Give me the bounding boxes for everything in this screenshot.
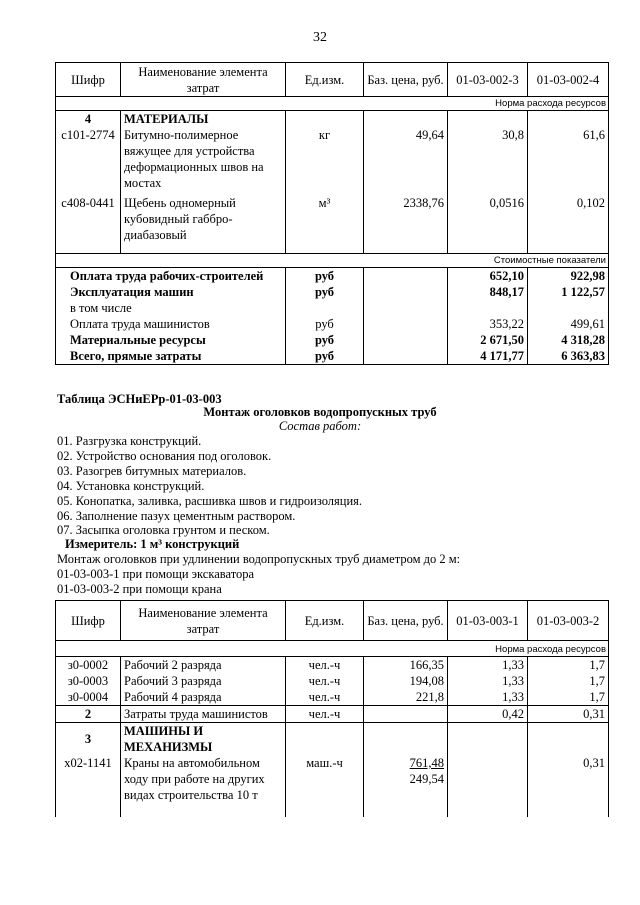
- row-code: х02-1141: [56, 755, 121, 817]
- row-name: Битумно-полимерное вяжущее для устройства деформационных швов на мостах: [121, 127, 286, 191]
- table-row: [56, 657, 609, 674]
- section-row: [56, 111, 609, 128]
- norm-label: Норма расхода ресурсов: [56, 641, 609, 657]
- row-name: Рабочий 2 разряда: [121, 657, 286, 674]
- table-header-row: [56, 601, 609, 641]
- table-row: [56, 127, 609, 191]
- section-code: 4: [56, 111, 121, 128]
- row-price: 221,8: [364, 689, 448, 706]
- table-row: [56, 755, 609, 817]
- header-name: Наименование элемента затрат: [121, 63, 286, 97]
- row-unit: чел.-ч: [286, 657, 364, 674]
- cost-value-2: 1 122,57: [528, 284, 609, 300]
- cost-name: в том числе: [56, 300, 286, 316]
- header-code: Шифр: [56, 601, 121, 641]
- cost-value-1: 4 171,77: [448, 348, 528, 365]
- resource-table-2: [55, 600, 609, 817]
- variant: 01-03-003-2 при помощи крана: [57, 582, 222, 596]
- row-code: з0-0004: [56, 689, 121, 706]
- work-item: 01. Разгрузка конструкций.: [57, 434, 202, 448]
- header-code: Шифр: [56, 63, 121, 97]
- table-row: [56, 673, 609, 689]
- cost-value-2: 499,61: [528, 316, 609, 332]
- cost-row: [56, 332, 609, 348]
- work-item: 03. Разогрев битумных материалов.: [57, 464, 247, 478]
- cost-row: [56, 300, 609, 316]
- cost-value-1: [448, 300, 528, 316]
- header-unit: Ед.изм.: [286, 63, 364, 97]
- cost-label: Стоимостные показатели: [56, 253, 609, 267]
- cost-unit: руб: [286, 316, 364, 332]
- row-price-main: 761,48: [409, 756, 444, 770]
- row-value-1: 0,0516: [448, 195, 528, 253]
- table-header-row: [56, 63, 609, 97]
- variant: 01-03-003-1 при помощи экскаватора: [57, 567, 255, 581]
- row-value-1: [448, 755, 528, 817]
- section-code: 3: [56, 723, 121, 756]
- cost-value-1: 652,10: [448, 267, 528, 284]
- header-price: Баз. цена, руб.: [364, 63, 448, 97]
- section-title: МАШИНЫ И МЕХАНИЗМЫ: [121, 723, 286, 756]
- row-unit: кг: [286, 127, 364, 191]
- row-code: с408-0441: [56, 195, 121, 253]
- cost-value-2: [528, 300, 609, 316]
- header-name: Наименование элемента затрат: [121, 601, 286, 641]
- row-value-2: 61,6: [528, 127, 609, 191]
- cost-unit: руб: [286, 284, 364, 300]
- work-item: 04. Установка конструкций.: [57, 479, 205, 493]
- norm-label: Норма расхода ресурсов: [56, 97, 609, 111]
- section-title: МАТЕРИАЛЫ: [121, 111, 286, 128]
- row-name: Рабочий 4 разряда: [121, 689, 286, 706]
- cost-row: [56, 348, 609, 365]
- cost-unit: руб: [286, 348, 364, 365]
- resource-table-1: [55, 62, 609, 365]
- header-col1: 01-03-002-3: [448, 63, 528, 97]
- row-value-2: 0,102: [528, 195, 609, 253]
- cost-name: Материальные ресурсы: [56, 332, 286, 348]
- table-row: [56, 689, 609, 706]
- row-value-1: 30,8: [448, 127, 528, 191]
- header-col1: 01-03-003-1: [448, 601, 528, 641]
- row-value-2: 0,31: [528, 706, 609, 723]
- row-value-2: 1,7: [528, 673, 609, 689]
- cost-name: Оплата труда машинистов: [56, 316, 286, 332]
- row-value-1: 1,33: [448, 673, 528, 689]
- work-item: 06. Заполнение пазух цементным раствором.: [57, 509, 296, 523]
- row-price: [364, 755, 448, 817]
- work-item: 07. Засыпка оголовка грунтом и песком.: [57, 523, 270, 537]
- cost-name: Оплата труда рабочих-строителей: [56, 267, 286, 284]
- row-price: 166,35: [364, 657, 448, 674]
- cost-row: [56, 267, 609, 284]
- measure-unit: Измеритель: 1 м³ конструкций: [65, 537, 240, 551]
- row-code: з0-0003: [56, 673, 121, 689]
- row-unit: чел.-ч: [286, 673, 364, 689]
- cost-value-2: 6 363,83: [528, 348, 609, 365]
- row-value-1: 1,33: [448, 657, 528, 674]
- work-item: 05. Конопатка, заливка, расшивка швов и гидроизоляция.: [57, 494, 363, 508]
- row-unit: чел.-ч: [286, 706, 364, 723]
- cost-unit: руб: [286, 267, 364, 284]
- row-value-2: 1,7: [528, 689, 609, 706]
- row-unit: чел.-ч: [286, 689, 364, 706]
- row-name: Краны на автомобильном ходу при работе на других видах строительства 10 т: [121, 755, 286, 817]
- row-unit: маш.-ч: [286, 755, 364, 817]
- row-price: 2338,76: [364, 195, 448, 253]
- row-unit: м³: [286, 195, 364, 253]
- row-price: 194,08: [364, 673, 448, 689]
- header-price: Баз. цена, руб.: [364, 601, 448, 641]
- row-price-secondary: 249,54: [409, 772, 444, 786]
- row-code: 2: [56, 706, 121, 723]
- row-value-2: 1,7: [528, 657, 609, 674]
- machinists-row: [56, 706, 609, 723]
- header-col2: 01-03-003-2: [528, 601, 609, 641]
- row-name: Затраты труда машинистов: [121, 706, 286, 723]
- row-code: з0-0002: [56, 657, 121, 674]
- row-value-1: 1,33: [448, 689, 528, 706]
- section-heading: Монтаж оголовков водопропускных труб: [203, 405, 437, 419]
- header-unit: Ед.изм.: [286, 601, 364, 641]
- page-number: 32: [313, 30, 327, 45]
- header-col2: 01-03-002-4: [528, 63, 609, 97]
- cost-value-2: 922,98: [528, 267, 609, 284]
- row-value-2: 0,31: [528, 755, 609, 817]
- table-row: [56, 195, 609, 253]
- cost-row: [56, 284, 609, 300]
- row-name: Рабочий 3 разряда: [121, 673, 286, 689]
- table-title: Таблица ЭСНиЕРр-01-03-003: [57, 392, 222, 406]
- work-item: 02. Устройство основания под оголовок.: [57, 449, 272, 463]
- section-subheading: Состав работ:: [278, 419, 362, 433]
- row-name: Щебень одномерный кубовидный габбро-диабазовый: [121, 195, 286, 253]
- description: Монтаж оголовков при удлинении водопропускных труб диаметром до 2 м:: [57, 552, 461, 566]
- cost-value-1: 2 671,50: [448, 332, 528, 348]
- cost-unit: [286, 300, 364, 316]
- cost-value-1: 848,17: [448, 284, 528, 300]
- cost-value-2: 4 318,28: [528, 332, 609, 348]
- row-value-1: 0,42: [448, 706, 528, 723]
- cost-row: [56, 316, 609, 332]
- cost-unit: руб: [286, 332, 364, 348]
- cost-name: Всего, прямые затраты: [56, 348, 286, 365]
- section-row: [56, 723, 609, 756]
- cost-name: Эксплуатация машин: [56, 284, 286, 300]
- row-code: с101-2774: [56, 127, 121, 191]
- row-price: 49,64: [364, 127, 448, 191]
- cost-value-1: 353,22: [448, 316, 528, 332]
